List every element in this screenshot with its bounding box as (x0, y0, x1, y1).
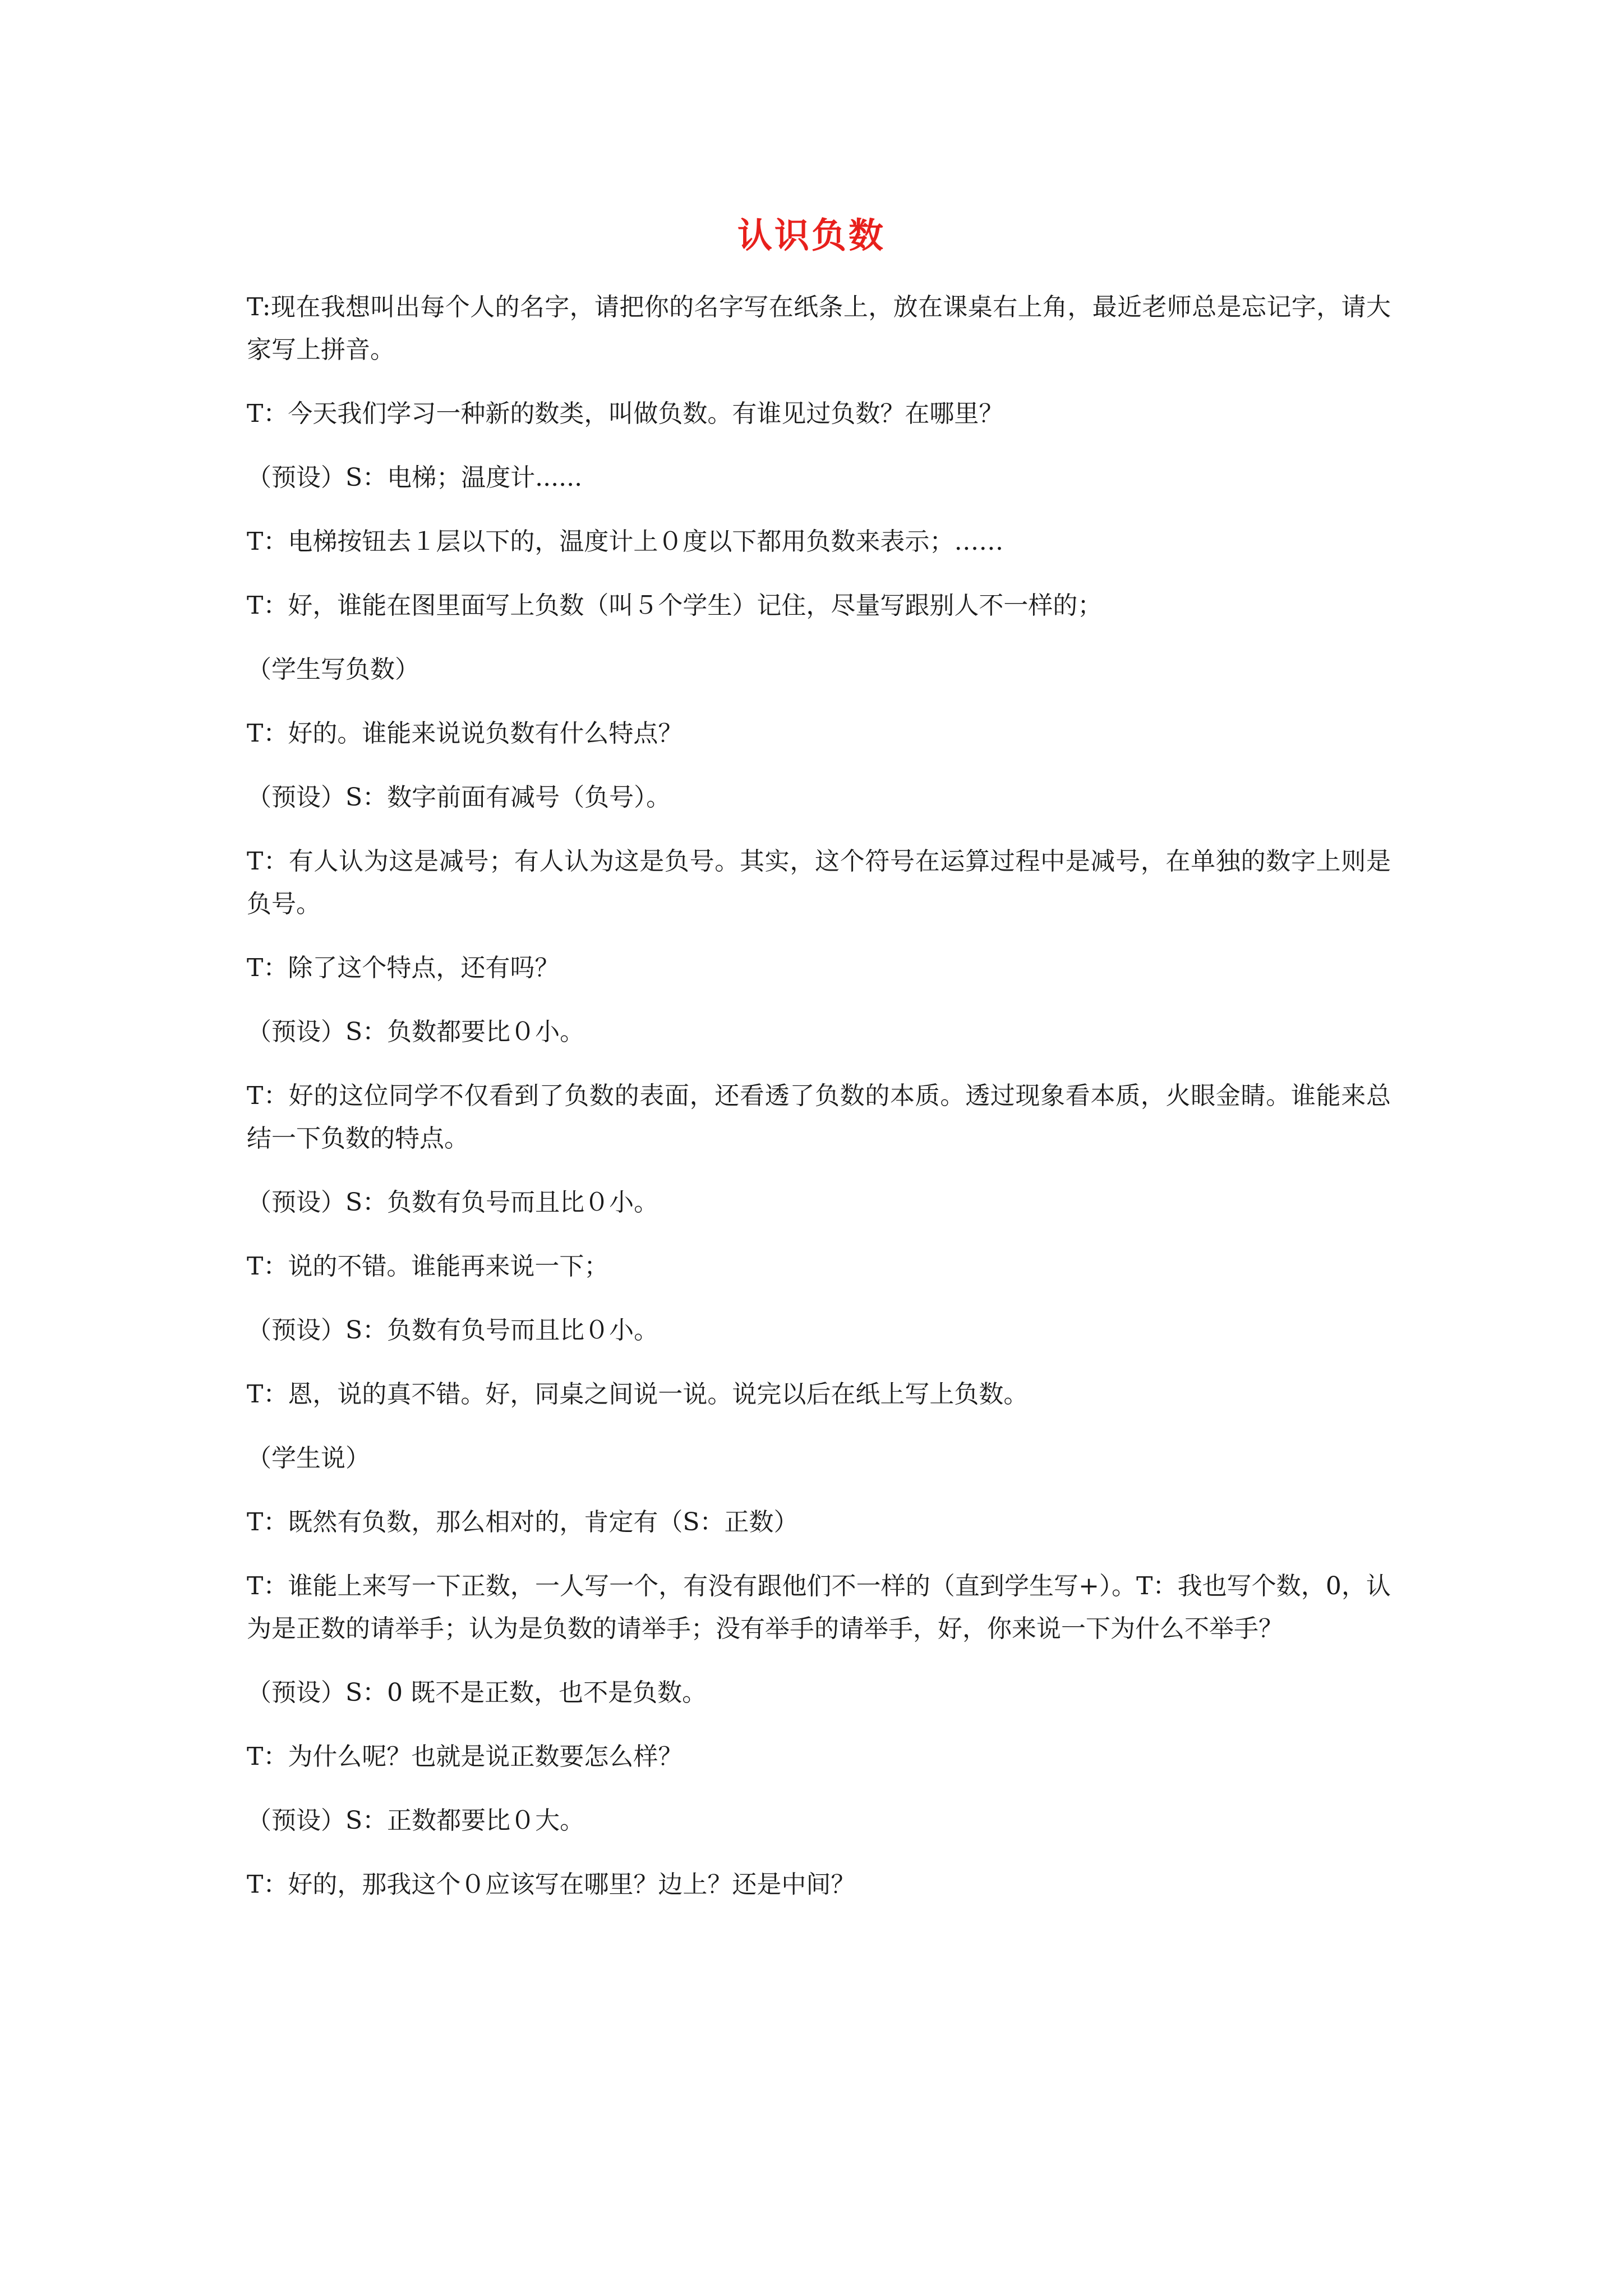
paragraph: T：说的不错。谁能再来说一下； (247, 1252, 609, 1281)
paragraph: T：恩，说的真不错。好，同桌之间说一说。说完以后在纸上写上负数。 (247, 1380, 1029, 1409)
paragraph: T：除了这个特点，还有吗？ (247, 954, 560, 982)
paragraph: T：谁能上来写一下正数，一人写一个，有没有跟他们不一样的（直到学生写+）。T：我也写个数，0，认为是正数的请举手；认为是负数的请举手；没有举手的请举手，好，你来说一下为什么不举手？ (247, 1572, 1391, 1643)
paragraph: （预设）S：负数都要比０小。 (247, 1018, 585, 1046)
paragraph: （预设）S：0 既不是正数，也不是负数。 (247, 1678, 707, 1707)
paragraph: T：好的，那我这个０应该写在哪里？边上？还是中间？ (247, 1870, 856, 1899)
paragraph: T：好的这位同学不仅看到了负数的表面，还看透了负数的本质。透过现象看本质，火眼金睛。谁能来总结一下负数的特点。 (247, 1082, 1391, 1153)
paragraph: （预设）S：数字前面有减号（负号）。 (247, 783, 671, 812)
paragraph: T:现在我想叫出每个人的名字，请把你的名字写在纸条上，放在课桌右上角，最近老师总是忘记字，请大家写上拼音。 (247, 293, 1391, 364)
document-body (247, 286, 1391, 1927)
paragraph: T：既然有负数，那么相对的，肯定有（S：正数） (247, 1508, 799, 1536)
paragraph: （预设）S：电梯；温度计...... (247, 463, 583, 492)
paragraph: T：好的。谁能来说说负数有什么特点？ (247, 719, 683, 748)
paragraph: T：电梯按钮去１层以下的，温度计上０度以下都用负数来表示；…… (247, 527, 1004, 556)
paragraph: T：今天我们学习一种新的数类，叫做负数。有谁见过负数？在哪里？ (247, 399, 1004, 428)
paragraph: T：为什么呢？也就是说正数要怎么样？ (247, 1742, 683, 1771)
paragraph: T：好，谁能在图里面写上负数（叫５个学生）记住，尽量写跟别人不一样的； (247, 591, 1103, 620)
paragraph: （预设）S：负数有负号而且比０小。 (247, 1316, 659, 1345)
paragraph: （学生说） (247, 1444, 370, 1473)
paragraph: T：有人认为这是减号；有人认为这是负号。其实，这个符号在运算过程中是减号，在单独的数字上则是负号。 (247, 847, 1391, 918)
paragraph: （学生写负数） (247, 655, 419, 684)
paragraph: （预设）S：正数都要比０大。 (247, 1806, 585, 1835)
document-title: 认识负数 (737, 215, 886, 256)
paragraph: （预设）S：负数有负号而且比０小。 (247, 1188, 659, 1217)
